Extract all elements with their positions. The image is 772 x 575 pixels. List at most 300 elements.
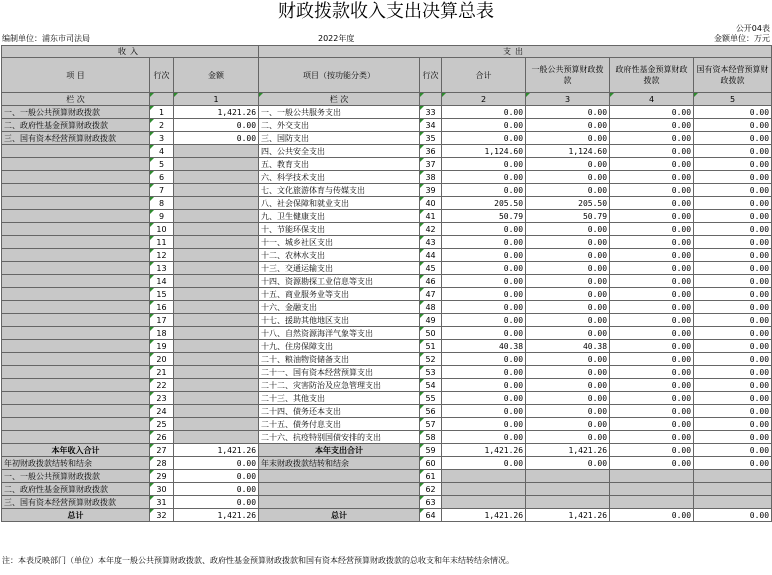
- income-amount: [174, 431, 259, 444]
- gov-fund-amount: 0.00: [610, 158, 694, 171]
- expense-item: 六、科学技术支出: [259, 171, 420, 184]
- income-item: [2, 236, 150, 249]
- income-line: 12: [150, 249, 174, 262]
- income-line: 20: [150, 353, 174, 366]
- general-budget-amount: 0.00: [526, 353, 610, 366]
- general-budget-amount: 0.00: [526, 236, 610, 249]
- gov-fund-amount: 0.00: [610, 392, 694, 405]
- income-total-amount: 1,421.26: [174, 444, 259, 457]
- income-line: 24: [150, 405, 174, 418]
- income-amount: 1,421.26: [174, 106, 259, 119]
- gov-fund-header: 政府性基金预算财政拨款: [610, 58, 694, 93]
- income-amount: [174, 158, 259, 171]
- gov-fund-amount: 0.00: [610, 418, 694, 431]
- expense-line: 46: [420, 275, 442, 288]
- gov-fund-amount: 0.00: [610, 210, 694, 223]
- income-item: [2, 158, 150, 171]
- expense-total: 0.00: [442, 249, 526, 262]
- income-line: 21: [150, 366, 174, 379]
- general-budget-amount: 0.00: [526, 405, 610, 418]
- expense-item: 十九、住房保障支出: [259, 340, 420, 353]
- general-budget-amount: 0.00: [526, 171, 610, 184]
- expense-total: 0.00: [442, 132, 526, 145]
- expense-item: 十一、城乡社区支出: [259, 236, 420, 249]
- expense-line: 55: [420, 392, 442, 405]
- index-col-1: 1: [174, 93, 259, 106]
- income-item: [2, 379, 150, 392]
- index-label-expense: 栏 次: [259, 93, 420, 106]
- table-row: [2, 275, 772, 288]
- income-item: [2, 301, 150, 314]
- expense-line: 49: [420, 314, 442, 327]
- table-row: [2, 249, 772, 262]
- table-row: [2, 262, 772, 275]
- expense-item: 二十、粮油物资储备支出: [259, 353, 420, 366]
- expense-total: 0.00: [442, 379, 526, 392]
- expense-item: 十、节能环保支出: [259, 223, 420, 236]
- expense-item: 十二、农林水支出: [259, 249, 420, 262]
- state-capital-amount: 0.00: [694, 223, 772, 236]
- table-row: [2, 119, 772, 132]
- carryover-capital-row: 三、国有资本经营预算财政拨款 31 0.00 63: [2, 496, 772, 509]
- gov-fund-amount: 0.00: [610, 249, 694, 262]
- table-row: [2, 106, 772, 119]
- index-col-3: 3: [526, 93, 610, 106]
- expense-total: 50.79: [442, 210, 526, 223]
- expense-total: 40.38: [442, 340, 526, 353]
- expense-total-label: 本年支出合计: [259, 444, 420, 457]
- expense-total: 0.00: [442, 301, 526, 314]
- expense-line: 35: [420, 132, 442, 145]
- income-amount: [174, 249, 259, 262]
- expense-total: 0.00: [442, 262, 526, 275]
- income-total-row: 本年收入合计 27 1,421.26 本年支出合计 59 1,421.26 1,421.26 0.00 0.00: [2, 444, 772, 457]
- expense-total: 0.00: [442, 366, 526, 379]
- income-amount: [174, 353, 259, 366]
- income-line: 25: [150, 418, 174, 431]
- income-amount: [174, 171, 259, 184]
- income-item-header: 项 目: [2, 58, 150, 93]
- income-amount-header: 金额: [174, 58, 259, 93]
- expense-total: 0.00: [442, 158, 526, 171]
- general-budget-amount: 0.00: [526, 314, 610, 327]
- expense-item: 二十四、债务还本支出: [259, 405, 420, 418]
- general-budget-amount: 0.00: [526, 275, 610, 288]
- state-capital-amount: 0.00: [694, 353, 772, 366]
- expense-line: 40: [420, 197, 442, 210]
- general-budget-amount: 50.79: [526, 210, 610, 223]
- expense-line: 52: [420, 353, 442, 366]
- expense-line: 34: [420, 119, 442, 132]
- expense-total-header: 合计: [442, 58, 526, 93]
- expense-total: 0.00: [442, 236, 526, 249]
- index-col-4: 4: [610, 93, 694, 106]
- expense-line: 45: [420, 262, 442, 275]
- income-line: 15: [150, 288, 174, 301]
- state-capital-amount: 0.00: [694, 171, 772, 184]
- income-amount: [174, 236, 259, 249]
- state-capital-amount: 0.00: [694, 119, 772, 132]
- expense-line: 53: [420, 366, 442, 379]
- expense-total: 0.00: [442, 392, 526, 405]
- income-line-header: 行次: [150, 58, 174, 93]
- table-row: [2, 431, 772, 444]
- expense-item: 十七、援助其他地区支出: [259, 314, 420, 327]
- expense-total: 1,124.60: [442, 145, 526, 158]
- expense-item: 十五、商业服务业等支出: [259, 288, 420, 301]
- income-item: [2, 145, 150, 158]
- state-capital-amount: 0.00: [694, 158, 772, 171]
- expense-item: 二十三、其他支出: [259, 392, 420, 405]
- state-capital-amount: 0.00: [694, 106, 772, 119]
- income-item: [2, 275, 150, 288]
- expense-line: 39: [420, 184, 442, 197]
- state-capital-amount: 0.00: [694, 392, 772, 405]
- expense-item: 二十六、抗疫特别国债安排的支出: [259, 431, 420, 444]
- expense-line: 37: [420, 158, 442, 171]
- state-capital-amount: 0.00: [694, 379, 772, 392]
- table-row: [2, 210, 772, 223]
- expense-line: 51: [420, 340, 442, 353]
- expense-item: 十三、交通运输支出: [259, 262, 420, 275]
- table-row: [2, 392, 772, 405]
- state-capital-amount: 0.00: [694, 301, 772, 314]
- expense-total: 0.00: [442, 171, 526, 184]
- general-budget-amount: 1,124.60: [526, 145, 610, 158]
- gov-fund-amount: 0.00: [610, 431, 694, 444]
- gov-fund-amount: 0.00: [610, 171, 694, 184]
- table-row: [2, 132, 772, 145]
- state-capital-amount: 0.00: [694, 288, 772, 301]
- state-capital-amount: 0.00: [694, 405, 772, 418]
- income-amount: [174, 223, 259, 236]
- income-item: [2, 392, 150, 405]
- income-line: 13: [150, 262, 174, 275]
- expense-item: 一、一般公共服务支出: [259, 106, 420, 119]
- income-item: [2, 184, 150, 197]
- gov-fund-amount: 0.00: [610, 119, 694, 132]
- income-amount: [174, 262, 259, 275]
- state-capital-amount: 0.00: [694, 262, 772, 275]
- income-line: 8: [150, 197, 174, 210]
- income-amount: 0.00: [174, 132, 259, 145]
- report-meta: [0, 34, 772, 44]
- income-item: 三、国有资本经营预算财政拨款: [2, 132, 150, 145]
- expense-total: 0.00: [442, 119, 526, 132]
- gov-fund-amount: 0.00: [610, 132, 694, 145]
- state-capital-amount: 0.00: [694, 327, 772, 340]
- expense-total: 0.00: [442, 314, 526, 327]
- begin-carryover-label: 年初财政拨款结转和结余: [2, 457, 150, 470]
- state-capital-amount: 0.00: [694, 236, 772, 249]
- table-row: [2, 301, 772, 314]
- expense-line: 58: [420, 431, 442, 444]
- state-capital-amount: 0.00: [694, 210, 772, 223]
- expense-line-header: 行次: [420, 58, 442, 93]
- general-budget-header: 一般公共预算财政拨款: [526, 58, 610, 93]
- gov-fund-amount: 0.00: [610, 275, 694, 288]
- table-row: [2, 366, 772, 379]
- income-amount: [174, 145, 259, 158]
- state-capital-amount: 0.00: [694, 366, 772, 379]
- general-budget-amount: 0.00: [526, 366, 610, 379]
- gov-fund-amount: 0.00: [610, 197, 694, 210]
- expense-line: 48: [420, 301, 442, 314]
- general-budget-amount: 0.00: [526, 392, 610, 405]
- gov-fund-amount: 0.00: [610, 145, 694, 158]
- general-budget-amount: 0.00: [526, 288, 610, 301]
- expense-line: 56: [420, 405, 442, 418]
- gov-fund-amount: 0.00: [610, 236, 694, 249]
- gov-fund-amount: 0.00: [610, 314, 694, 327]
- income-line: 3: [150, 132, 174, 145]
- income-line: 4: [150, 145, 174, 158]
- gov-fund-amount: 0.00: [610, 106, 694, 119]
- gov-fund-amount: 0.00: [610, 366, 694, 379]
- expense-line: 33: [420, 106, 442, 119]
- expense-item: 三、国防支出: [259, 132, 420, 145]
- income-item: [2, 197, 150, 210]
- general-budget-amount: 0.00: [526, 262, 610, 275]
- state-capital-amount: 0.00: [694, 132, 772, 145]
- expense-item: 十八、自然资源海洋气象等支出: [259, 327, 420, 340]
- state-capital-amount: 0.00: [694, 418, 772, 431]
- table-row: [2, 418, 772, 431]
- expense-item: 八、社会保障和就业支出: [259, 197, 420, 210]
- general-budget-amount: 0.00: [526, 184, 610, 197]
- income-line: 22: [150, 379, 174, 392]
- expense-total: 0.00: [442, 431, 526, 444]
- income-amount: [174, 366, 259, 379]
- expense-line: 42: [420, 223, 442, 236]
- money-unit: 金额单位：万元: [714, 34, 770, 43]
- income-amount: [174, 184, 259, 197]
- expense-total: 0.00: [442, 223, 526, 236]
- state-capital-amount: 0.00: [694, 184, 772, 197]
- expense-total: 0.00: [442, 288, 526, 301]
- income-line: 26: [150, 431, 174, 444]
- income-amount: [174, 340, 259, 353]
- income-amount: 0.00: [174, 119, 259, 132]
- gov-fund-amount: 0.00: [610, 262, 694, 275]
- table-row: [2, 184, 772, 197]
- table-row: [2, 288, 772, 301]
- income-line: 19: [150, 340, 174, 353]
- income-amount: [174, 327, 259, 340]
- gov-fund-amount: 0.00: [610, 184, 694, 197]
- expense-line: 41: [420, 210, 442, 223]
- income-item: [2, 340, 150, 353]
- end-carryover-label: 年末财政拨款结转和结余: [259, 457, 420, 470]
- general-budget-amount: 0.00: [526, 301, 610, 314]
- gov-fund-amount: 0.00: [610, 223, 694, 236]
- gov-fund-amount: 0.00: [610, 353, 694, 366]
- income-item: 二、政府性基金预算财政拨款: [2, 119, 150, 132]
- table-row: [2, 236, 772, 249]
- income-amount: [174, 405, 259, 418]
- expense-line: 44: [420, 249, 442, 262]
- carryover-fund-row: 二、政府性基金预算财政拨款 30 0.00 62: [2, 483, 772, 496]
- income-item: 一、一般公共预算财政拨款: [2, 106, 150, 119]
- expense-line: 54: [420, 379, 442, 392]
- grand-total-expense-label: 总计: [259, 509, 420, 522]
- expense-item: 二、外交支出: [259, 119, 420, 132]
- expense-item: 九、卫生健康支出: [259, 210, 420, 223]
- state-capital-amount: 0.00: [694, 314, 772, 327]
- table-row: [2, 197, 772, 210]
- income-amount: [174, 301, 259, 314]
- income-amount: [174, 288, 259, 301]
- income-amount: [174, 379, 259, 392]
- expense-item: 七、文化旅游体育与传媒支出: [259, 184, 420, 197]
- income-line: 14: [150, 275, 174, 288]
- general-budget-amount: 0.00: [526, 418, 610, 431]
- fiscal-year: 2022年度: [318, 34, 355, 43]
- expense-line: 38: [420, 171, 442, 184]
- income-item: [2, 353, 150, 366]
- state-capital-amount: 0.00: [694, 197, 772, 210]
- income-item: [2, 249, 150, 262]
- income-item: [2, 431, 150, 444]
- table-row: [2, 405, 772, 418]
- income-item: [2, 405, 150, 418]
- table-row: [2, 145, 772, 158]
- income-line: 1: [150, 106, 174, 119]
- general-budget-amount: 0.00: [526, 158, 610, 171]
- table-row: [2, 223, 772, 236]
- general-budget-amount: 0.00: [526, 327, 610, 340]
- expense-line: 57: [420, 418, 442, 431]
- expense-line: 43: [420, 236, 442, 249]
- state-capital-amount: 0.00: [694, 145, 772, 158]
- general-budget-amount: 0.00: [526, 106, 610, 119]
- income-line: 6: [150, 171, 174, 184]
- expense-item-header: 项目（按功能分类）: [259, 58, 420, 93]
- general-budget-amount: 40.38: [526, 340, 610, 353]
- expense-line: 36: [420, 145, 442, 158]
- expense-item: 十六、金融支出: [259, 301, 420, 314]
- income-line: 5: [150, 158, 174, 171]
- income-line: 16: [150, 301, 174, 314]
- income-total-label: 本年收入合计: [2, 444, 150, 457]
- gov-fund-amount: 0.00: [610, 379, 694, 392]
- carryover-row: 年初财政拨款结转和结余 28 0.00 年末财政拨款结转和结余 60 0.00 0.00 0.00 0.00: [2, 457, 772, 470]
- income-item: [2, 262, 150, 275]
- expense-item: 五、教育支出: [259, 158, 420, 171]
- table-row: [2, 158, 772, 171]
- income-amount: [174, 275, 259, 288]
- expense-total: 0.00: [442, 405, 526, 418]
- index-label: 栏 次: [2, 93, 150, 106]
- gov-fund-amount: 0.00: [610, 340, 694, 353]
- reporting-unit: 编制单位：浦东市司法局: [2, 34, 90, 43]
- general-budget-amount: 0.00: [526, 379, 610, 392]
- income-amount: [174, 392, 259, 405]
- general-budget-amount: 0.00: [526, 431, 610, 444]
- expense-item: 四、公共安全支出: [259, 145, 420, 158]
- state-capital-amount: 0.00: [694, 275, 772, 288]
- income-item: [2, 210, 150, 223]
- expense-line: 47: [420, 288, 442, 301]
- state-capital-header: 国有资本经营预算财政拨款: [694, 58, 772, 93]
- income-item: [2, 366, 150, 379]
- carryover-general-row: 一、一般公共预算财政拨款 29 0.00 61: [2, 470, 772, 483]
- state-capital-amount: 0.00: [694, 431, 772, 444]
- income-line: 18: [150, 327, 174, 340]
- income-line: 7: [150, 184, 174, 197]
- income-amount: [174, 210, 259, 223]
- income-line: 10: [150, 223, 174, 236]
- table-row: [2, 171, 772, 184]
- index-col-5: 5: [694, 93, 772, 106]
- gov-fund-amount: 0.00: [610, 327, 694, 340]
- income-item: [2, 288, 150, 301]
- expense-section-header: 支出: [259, 46, 772, 58]
- fiscal-summary-table: [1, 45, 772, 522]
- general-budget-amount: 205.50: [526, 197, 610, 210]
- income-line: 11: [150, 236, 174, 249]
- expense-total: 205.50: [442, 197, 526, 210]
- expense-item: 二十五、债务付息支出: [259, 418, 420, 431]
- expense-total: 0.00: [442, 418, 526, 431]
- form-code: 公开04表: [735, 24, 770, 33]
- gov-fund-amount: 0.00: [610, 405, 694, 418]
- expense-total: 0.00: [442, 353, 526, 366]
- expense-total: 0.00: [442, 106, 526, 119]
- income-amount: [174, 197, 259, 210]
- expense-total: 0.00: [442, 184, 526, 197]
- grand-total-income: 1,421.26: [174, 509, 259, 522]
- table-row: [2, 340, 772, 353]
- gov-fund-amount: 0.00: [610, 301, 694, 314]
- report-title: 财政拨款收入支出决算总表: [278, 1, 494, 22]
- expense-line: 50: [420, 327, 442, 340]
- income-item: [2, 314, 150, 327]
- income-amount: [174, 314, 259, 327]
- expense-total: 0.00: [442, 327, 526, 340]
- grand-total-row: 总计 32 1,421.26 总计 64 1,421.26 1,421.26 0.00 0.00: [2, 509, 772, 522]
- income-item: [2, 223, 150, 236]
- state-capital-amount: 0.00: [694, 249, 772, 262]
- grand-total-label: 总计: [2, 509, 150, 522]
- income-section-header: 收入: [2, 46, 259, 58]
- table-row: [2, 314, 772, 327]
- income-line: 23: [150, 392, 174, 405]
- table-note: 注：本表反映部门（单位）本年度一般公共预算财政拨款、政府性基金预算财政拨款和国有资本经营预算财政拨款的总收支和年末结转结余情况。: [2, 556, 514, 565]
- state-capital-amount: 0.00: [694, 340, 772, 353]
- income-item: [2, 327, 150, 340]
- general-budget-amount: 0.00: [526, 132, 610, 145]
- expense-item: 十四、资源勘探工业信息等支出: [259, 275, 420, 288]
- income-line: 17: [150, 314, 174, 327]
- table-row: [2, 353, 772, 366]
- general-budget-amount: 0.00: [526, 119, 610, 132]
- table-row: [2, 379, 772, 392]
- general-budget-amount: 0.00: [526, 223, 610, 236]
- expense-total: 0.00: [442, 275, 526, 288]
- expense-item: 二十二、灾害防治及应急管理支出: [259, 379, 420, 392]
- general-budget-amount: 0.00: [526, 249, 610, 262]
- gov-fund-amount: 0.00: [610, 288, 694, 301]
- index-col-2: 2: [442, 93, 526, 106]
- income-item: [2, 418, 150, 431]
- income-line: 9: [150, 210, 174, 223]
- income-amount: [174, 418, 259, 431]
- income-item: [2, 171, 150, 184]
- expense-item: 二十一、国有资本经营预算支出: [259, 366, 420, 379]
- table-row: [2, 327, 772, 340]
- income-line: 2: [150, 119, 174, 132]
